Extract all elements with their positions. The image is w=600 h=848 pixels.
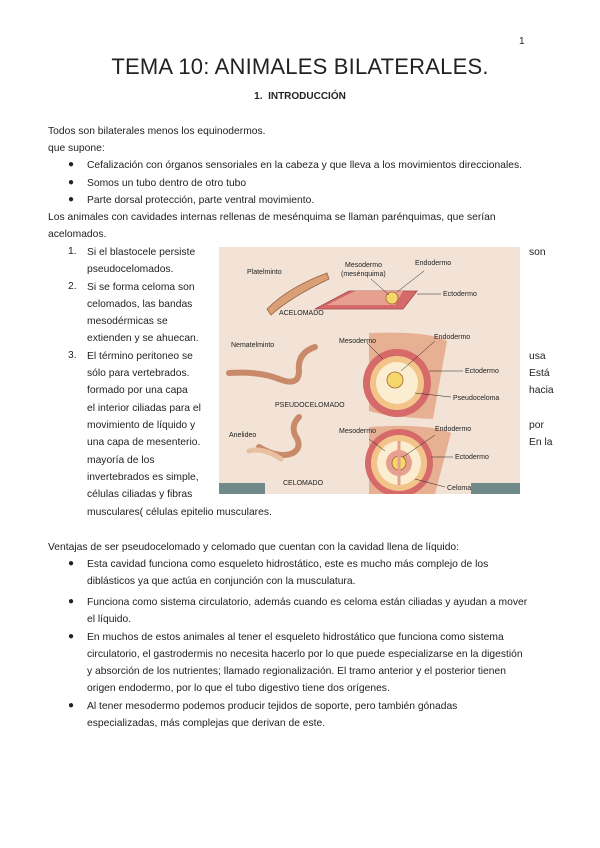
advantage-line: el líquido. [87, 614, 132, 625]
list-item-line: son [529, 247, 546, 258]
list-item-line: musculares( células epitelio musculares. [87, 507, 272, 518]
list-item-line: Si el blastocele persiste [87, 247, 196, 258]
section-heading-text: INTRODUCCIÓN [268, 91, 346, 102]
bullet-marker: ● [68, 631, 75, 642]
list-item-line: extienden y se ahuecan. [87, 333, 199, 344]
label-platelminto: Platelminto [247, 269, 282, 276]
list-number: 1. [68, 246, 77, 257]
list-item-line: mayoría de los [87, 455, 155, 466]
advantage-line: Al tener mesodermo podemos producir tejidos de soporte, pero también gónadas [87, 701, 458, 712]
list-item-line: el interior ciliadas para el [87, 403, 201, 414]
label-mesodermo: Mesodermo [345, 262, 382, 269]
list-item-line: Está [529, 368, 550, 379]
intro-line: que supone: [48, 143, 105, 154]
paragraph-line: acelomados. [48, 229, 107, 240]
list-item-line: mesodérmicas se [87, 316, 168, 327]
list-item-line: El término peritoneo se [87, 351, 193, 362]
pseudocoelomate-gut [387, 372, 403, 388]
advantage-line: y absorción de los nutrientes; llamado regionalización. El tramo anterior y el posterior tienen [87, 666, 506, 677]
label-ectodermo: Ectodermo [455, 454, 489, 461]
label-mesenquima: (mesénquima) [341, 271, 386, 278]
advantage-line: origen endodermo, por lo que el tubo digestivo tiene dos orígenes. [87, 683, 390, 694]
section-heading [0, 91, 600, 102]
list-item-line: hacia [529, 385, 554, 396]
label-celoma: Celoma [447, 485, 472, 492]
diagram-gray-bar [219, 483, 265, 494]
paragraph-line: Los animales con cavidades internas rellenas de mesénquima se llaman parénquimas, que serían [48, 212, 496, 223]
intro-bullet: Somos un tubo dentro de otro tubo [87, 178, 247, 189]
diagram-gray-bar [471, 483, 520, 494]
list-item-line: por [529, 420, 544, 431]
label-pseudoceloma: Pseudoceloma [453, 395, 500, 402]
label-anelideo: Anelideo [229, 432, 257, 439]
label-endodermo: Endodermo [434, 334, 471, 341]
list-item-line: En la [529, 437, 553, 448]
list-item-line: invertebrados es simple, [87, 472, 199, 483]
intro-bullet: Parte dorsal protección, parte ventral movimiento. [87, 195, 315, 206]
list-number: 2. [68, 281, 77, 292]
advantage-line: En muchos de estos animales al tener el esqueleto hidrostático que funciona como sistema [87, 632, 504, 643]
body-cavity-diagram [219, 247, 520, 494]
list-number: 3. [68, 350, 77, 361]
advantage-line: diblásticos ya que actúa en conjunción con la musculatura. [87, 576, 356, 587]
advantage-line: circulatorio, el gastrodermis no necesita hacerlo por lo que puede especializarse en la digestión [87, 649, 523, 660]
label-nematelminto: Nematelminto [231, 342, 275, 349]
list-item-line: formado por una capa [87, 385, 188, 396]
label-mesodermo: Mesodermo [339, 428, 376, 435]
list-item-line: movimiento de líquido y [87, 420, 196, 431]
label-acelomado: ACELOMADO [279, 310, 324, 317]
bullet-marker: ● [68, 700, 75, 711]
bullet-marker: ● [68, 194, 75, 205]
list-item-line: Si se forma celoma son [87, 282, 195, 293]
label-endodermo: Endodermo [415, 260, 452, 267]
label-ectodermo: Ectodermo [443, 291, 477, 298]
list-item-line: pseudocelomados. [87, 264, 174, 275]
list-item-line: células ciliadas y fibras [87, 489, 193, 500]
list-item-line: usa [529, 351, 546, 362]
label-mesodermo: Mesodermo [339, 338, 376, 345]
bullet-marker: ● [68, 596, 75, 607]
advantages-heading: Ventajas de ser pseudocelomado y celomado que cuentan con la cavidad llena de líquido: [48, 542, 460, 553]
advantage-line: Funciona como sistema circulatorio, además cuando es celoma están ciliadas y ayudan a mover [87, 597, 528, 608]
advantage-line: Esta cavidad funciona como esqueleto hidrostático, este es mucho más complejo de los [87, 559, 489, 570]
bullet-marker: ● [68, 177, 75, 188]
bullet-marker: ● [68, 159, 75, 170]
list-item-line: celomados, las bandas [87, 299, 193, 310]
label-pseudocelomado: PSEUDOCELOMADO [275, 402, 345, 409]
label-ectodermo: Ectodermo [465, 368, 499, 375]
page-number: 1 [519, 36, 525, 47]
advantage-line: especializadas, más complejas que derivan de este. [87, 718, 326, 729]
page-title: TEMA 10: ANIMALES BILATERALES. [111, 54, 489, 79]
list-item-line: sólo para vertebrados. [87, 368, 190, 379]
intro-bullet: Cefalización con órganos sensoriales en la cabeza y que lleva a los movimientos direccionales. [87, 160, 522, 171]
section-number: 1. [254, 91, 263, 102]
label-celomado: CELOMADO [283, 480, 324, 487]
bullet-marker: ● [68, 558, 75, 569]
intro-line: Todos son bilaterales menos los equinodermos. [48, 126, 266, 137]
label-endodermo: Endodermo [435, 426, 472, 433]
list-item-line: una capa de mesenterio. [87, 437, 201, 448]
